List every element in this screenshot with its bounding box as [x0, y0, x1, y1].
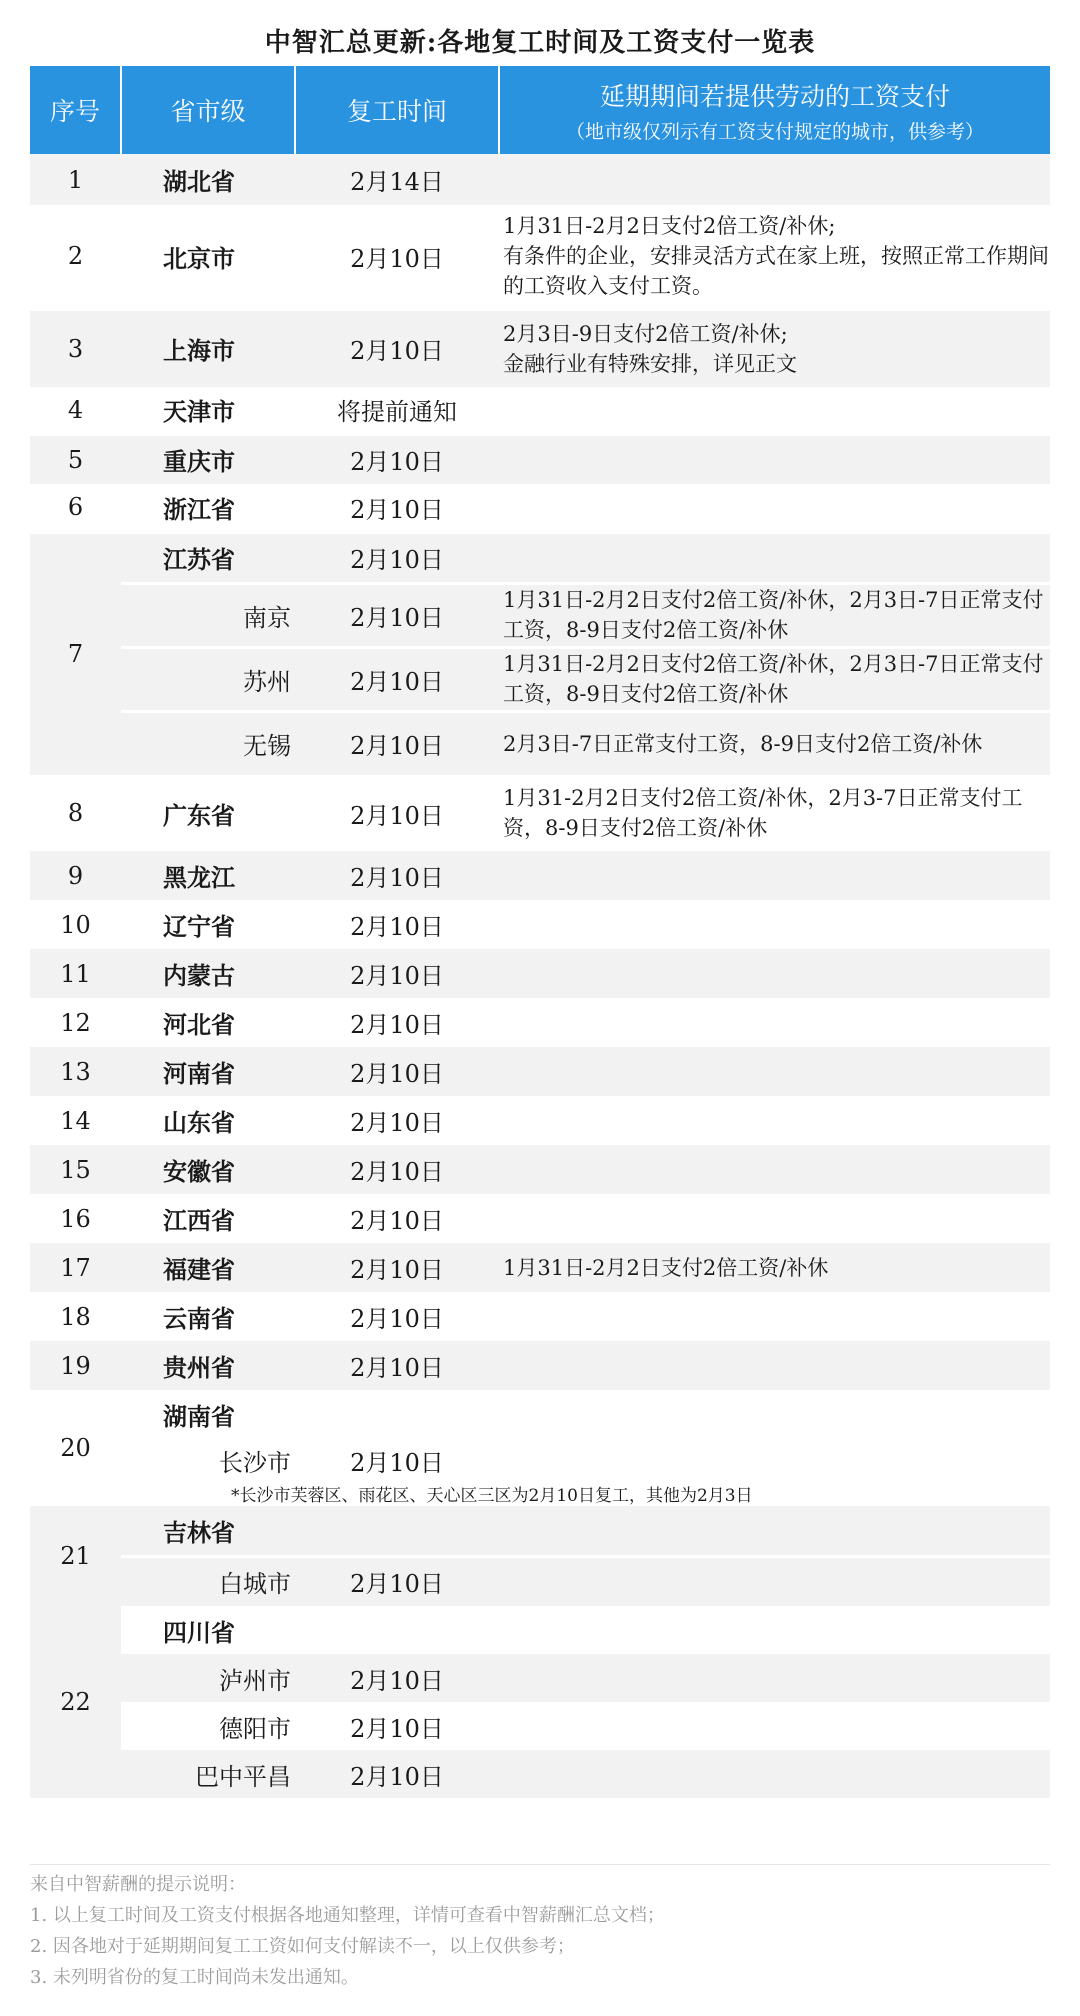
- row-pay: [499, 998, 1050, 1047]
- row-no: 11: [30, 949, 121, 998]
- row-time: 2月10日: [295, 1194, 499, 1243]
- row-time: 2月10日: [295, 851, 499, 900]
- row-time: 2月10日: [295, 775, 499, 851]
- row-pay: 1月31日-2月2日支付2倍工资/补休: [499, 1243, 1050, 1292]
- row-city: 长沙市: [121, 1440, 295, 1480]
- table-row: [30, 1341, 1050, 1390]
- row-city: 苏州: [121, 647, 295, 711]
- row-prov: 湖北省: [121, 154, 295, 205]
- row-time: 2月10日: [295, 1243, 499, 1292]
- row-prov: 内蒙古: [121, 949, 295, 998]
- table-row: [30, 205, 1050, 309]
- table-row: [30, 647, 1050, 711]
- row-prov: 山东省: [121, 1096, 295, 1145]
- row-no: 5: [30, 434, 121, 484]
- table-row: [30, 1390, 1050, 1440]
- row-no: 15: [30, 1145, 121, 1194]
- table-row: [30, 1480, 1050, 1506]
- row-no: 8: [30, 775, 121, 851]
- header-pay-subtitle: （地市级仅列示有工资支付规定的城市，供参考）: [565, 120, 984, 143]
- table-row: [30, 1556, 1050, 1606]
- row-time: 2月10日: [295, 205, 499, 309]
- table-row: [30, 1750, 1050, 1798]
- row-no: 17: [30, 1243, 121, 1292]
- row-prov: 上海市: [121, 309, 295, 387]
- row-no: 4: [30, 387, 121, 434]
- row-prov: 福建省: [121, 1243, 295, 1292]
- row-pay: [499, 1047, 1050, 1096]
- row-time: [295, 1606, 499, 1654]
- page-title: 中智汇总更新:各地复工时间及工资支付一览表: [264, 28, 816, 58]
- row-prov: 吉林省: [121, 1506, 295, 1556]
- row-time: 2月10日: [295, 1750, 499, 1798]
- table-row: [30, 1654, 1050, 1702]
- table-row: [30, 1440, 1050, 1480]
- row-time: 2月10日: [295, 1702, 499, 1750]
- row-time: 2月10日: [295, 1341, 499, 1390]
- row-time: 2月10日: [295, 1096, 499, 1145]
- row-city: 白城市: [121, 1556, 295, 1606]
- row-prov: 江西省: [121, 1194, 295, 1243]
- table-row: [30, 1702, 1050, 1750]
- row-pay: [499, 1390, 1050, 1440]
- table-row: [30, 1243, 1050, 1292]
- row-pay: [499, 1292, 1050, 1341]
- row-prov: 贵州省: [121, 1341, 295, 1390]
- row-time: 2月10日: [295, 1047, 499, 1096]
- table-row: [30, 309, 1050, 387]
- footnote-item: 1. 以上复工时间及工资支付根据各地通知整理，详情可查看中智薪酬汇总文档；: [30, 1905, 665, 1926]
- row-time: 2月10日: [295, 711, 499, 775]
- row-pay: 1月31日-2月2日支付2倍工资/补休，2月3日-7日正常支付工资，8-9日支付2倍工资/补休: [499, 583, 1050, 647]
- row-time: 2月10日: [295, 309, 499, 387]
- table-row: [30, 775, 1050, 851]
- row-no: 2: [30, 205, 121, 309]
- row-pay: 1月31日-2月2日支付2倍工资/补休; 有条件的企业，安排灵活方式在家上班，按照正常工作期间的工资收入支付工资。: [499, 205, 1050, 309]
- row-pay: [499, 1750, 1050, 1798]
- row-prov: 黑龙江: [121, 851, 295, 900]
- table-row: [30, 1606, 1050, 1654]
- row-city: 德阳市: [121, 1702, 295, 1750]
- row-no: 9: [30, 851, 121, 900]
- wage-schedule-table: [30, 66, 1050, 1798]
- table-row: [30, 900, 1050, 949]
- row-prov: 云南省: [121, 1292, 295, 1341]
- row-no: 10: [30, 900, 121, 949]
- row-pay: [499, 1556, 1050, 1606]
- header-pay-title: 延期期间若提供劳动的工资支付: [599, 81, 950, 111]
- row-no: 18: [30, 1292, 121, 1341]
- row-city: 泸州市: [121, 1654, 295, 1702]
- row-pay: [499, 1096, 1050, 1145]
- row-pay: 2月3日-7日正常支付工资，8-9日支付2倍工资/补休: [499, 711, 1050, 775]
- row-pay: [499, 949, 1050, 998]
- row-time: 2月10日: [295, 1292, 499, 1341]
- footnote-heading: 来自中智薪酬的提示说明：: [30, 1874, 246, 1895]
- row-time: 2月10日: [295, 1556, 499, 1606]
- row-prov: 浙江省: [121, 484, 295, 532]
- row-time: 2月10日: [295, 647, 499, 711]
- table-row: [30, 851, 1050, 900]
- row-prov: 湖南省: [121, 1390, 295, 1440]
- table-row: [30, 583, 1050, 647]
- row-city: 南京: [121, 583, 295, 647]
- table-header: [30, 66, 1050, 154]
- row-pay: [499, 1341, 1050, 1390]
- table-row: [30, 949, 1050, 998]
- row-pay: 2月3日-9日支付2倍工资/补休; 金融行业有特殊安排，详见正文: [499, 309, 1050, 387]
- table-row: [30, 387, 1050, 434]
- row-prov: 辽宁省: [121, 900, 295, 949]
- row-prov: 江苏省: [121, 532, 295, 583]
- row-time: 2月10日: [295, 1440, 499, 1480]
- row-time: 2月10日: [295, 583, 499, 647]
- row-pay: [499, 154, 1050, 205]
- table-row: [30, 1292, 1050, 1341]
- row-time: 2月10日: [295, 484, 499, 532]
- row-no: 13: [30, 1047, 121, 1096]
- row-no: 14: [30, 1096, 121, 1145]
- row-no: 7: [30, 532, 121, 775]
- row-time: 2月10日: [295, 900, 499, 949]
- row-prov: 天津市: [121, 387, 295, 434]
- row-pay: [499, 1506, 1050, 1556]
- row-pay: [499, 387, 1050, 434]
- row-pay: [499, 1440, 1050, 1480]
- row-city: 巴中平昌: [121, 1750, 295, 1798]
- header-pay: [499, 66, 1050, 154]
- footnotes: [30, 1864, 1050, 1993]
- row-pay: [499, 900, 1050, 949]
- row-time: 2月10日: [295, 949, 499, 998]
- row-time: 2月10日: [295, 434, 499, 484]
- row-no: 16: [30, 1194, 121, 1243]
- changsha-note: *长沙市芙蓉区、雨花区、天心区三区为2月10日复工，其他为2月3日: [121, 1480, 1050, 1506]
- table-row: [30, 998, 1050, 1047]
- row-no: 20: [30, 1390, 121, 1506]
- table-row: [30, 1506, 1050, 1556]
- row-prov: 河北省: [121, 998, 295, 1047]
- row-pay: [499, 484, 1050, 532]
- row-prov: 河南省: [121, 1047, 295, 1096]
- table-row: [30, 532, 1050, 583]
- row-no: 22: [30, 1606, 121, 1798]
- row-time: 2月14日: [295, 154, 499, 205]
- table-row: [30, 434, 1050, 484]
- row-pay: 1月31日-2月2日支付2倍工资/补休，2月3日-7日正常支付工资，8-9日支付2倍工资/补休: [499, 647, 1050, 711]
- table-row: [30, 711, 1050, 775]
- row-pay: [499, 1145, 1050, 1194]
- row-time: 2月10日: [295, 1145, 499, 1194]
- row-pay: [499, 1194, 1050, 1243]
- row-pay: [499, 434, 1050, 484]
- table-row: [30, 1194, 1050, 1243]
- row-prov: 安徽省: [121, 1145, 295, 1194]
- row-time: [295, 1390, 499, 1440]
- row-pay: 1月31-2月2日支付2倍工资/补休，2月3-7日正常支付工资，8-9日支付2倍工资/补休: [499, 775, 1050, 851]
- row-city: 无锡: [121, 711, 295, 775]
- table-row: [30, 484, 1050, 532]
- row-pay: [499, 851, 1050, 900]
- row-no: 6: [30, 484, 121, 532]
- row-prov: 四川省: [121, 1606, 295, 1654]
- row-pay: [499, 1654, 1050, 1702]
- row-pay: [499, 1606, 1050, 1654]
- header-time: 复工时间: [295, 66, 499, 154]
- header-prov: 省市级: [121, 66, 295, 154]
- table-row: [30, 154, 1050, 205]
- footnote-item: 2. 因各地对于延期期间复工工资如何支付解读不一，以上仅供参考；: [30, 1936, 575, 1957]
- row-no: 19: [30, 1341, 121, 1390]
- row-prov: 广东省: [121, 775, 295, 851]
- header-no: 序号: [30, 66, 121, 154]
- row-time: 2月10日: [295, 532, 499, 583]
- row-time: 2月10日: [295, 998, 499, 1047]
- footnote-item: 3. 未列明省份的复工时间尚未发出通知。: [30, 1967, 359, 1988]
- row-prov: 北京市: [121, 205, 295, 309]
- row-time: 2月10日: [295, 1654, 499, 1702]
- row-prov: 重庆市: [121, 434, 295, 484]
- table-row: [30, 1145, 1050, 1194]
- row-no: 21: [30, 1506, 121, 1606]
- row-pay: [499, 532, 1050, 583]
- row-time: 将提前通知: [295, 387, 499, 434]
- row-no: 1: [30, 154, 121, 205]
- row-no: 12: [30, 998, 121, 1047]
- row-time: [295, 1506, 499, 1556]
- table-row: [30, 1096, 1050, 1145]
- table-row: [30, 1047, 1050, 1096]
- row-pay: [499, 1702, 1050, 1750]
- row-no: 3: [30, 309, 121, 387]
